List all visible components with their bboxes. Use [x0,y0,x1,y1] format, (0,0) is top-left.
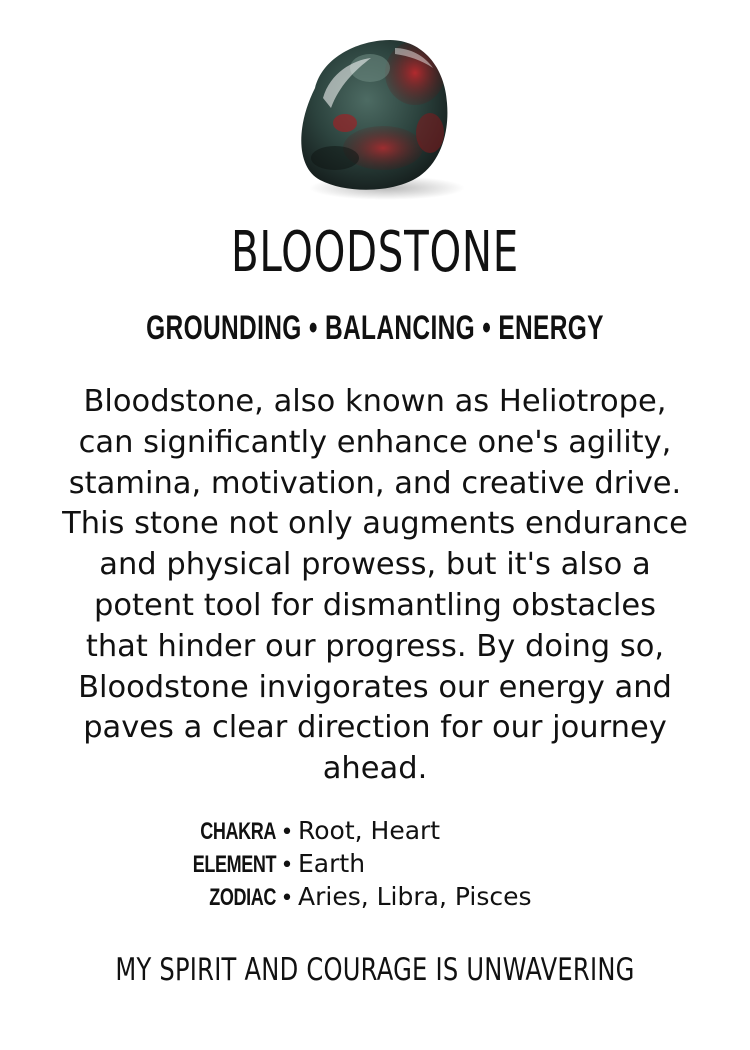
stone-properties-subtitle: GROUNDING • BALANCING • ENERGY [146,309,604,347]
attribute-value: Root, Heart [298,816,441,845]
stone-description: Bloodstone, also known as Heliotrope, can significantly enhance one's agility, stamina, motivation, and creative drive. This stone not only augments endurance and physical prowess, but it's also a potent tool for dismantling obstacles that hinder our progress. By doing so, Bloodstone invigorates our energy and paves a clear direction for our journey ahead. [62,384,688,787]
attribute-value: Earth [298,849,366,878]
stone-name-title: BLOODSTONE [230,220,519,285]
attribute-value: Aries, Libra, Pisces [298,882,532,911]
attribute-row-element [0,847,365,881]
bloodstone-image [275,28,475,203]
attribute-label: CHAKRA [200,818,276,845]
attribute-row-chakra [0,814,440,848]
attribute-label: ELEMENT [192,851,276,878]
stone-graphic [275,28,475,203]
affirmation-text: MY SPIRIT AND COURAGE IS UNWAVERING [115,952,635,988]
attribute-separator: • [280,853,294,878]
attribute-separator: • [280,820,294,845]
attribute-row-zodiac [0,880,532,914]
attribute-label: ZODIAC [209,884,276,911]
attribute-separator: • [280,886,294,911]
